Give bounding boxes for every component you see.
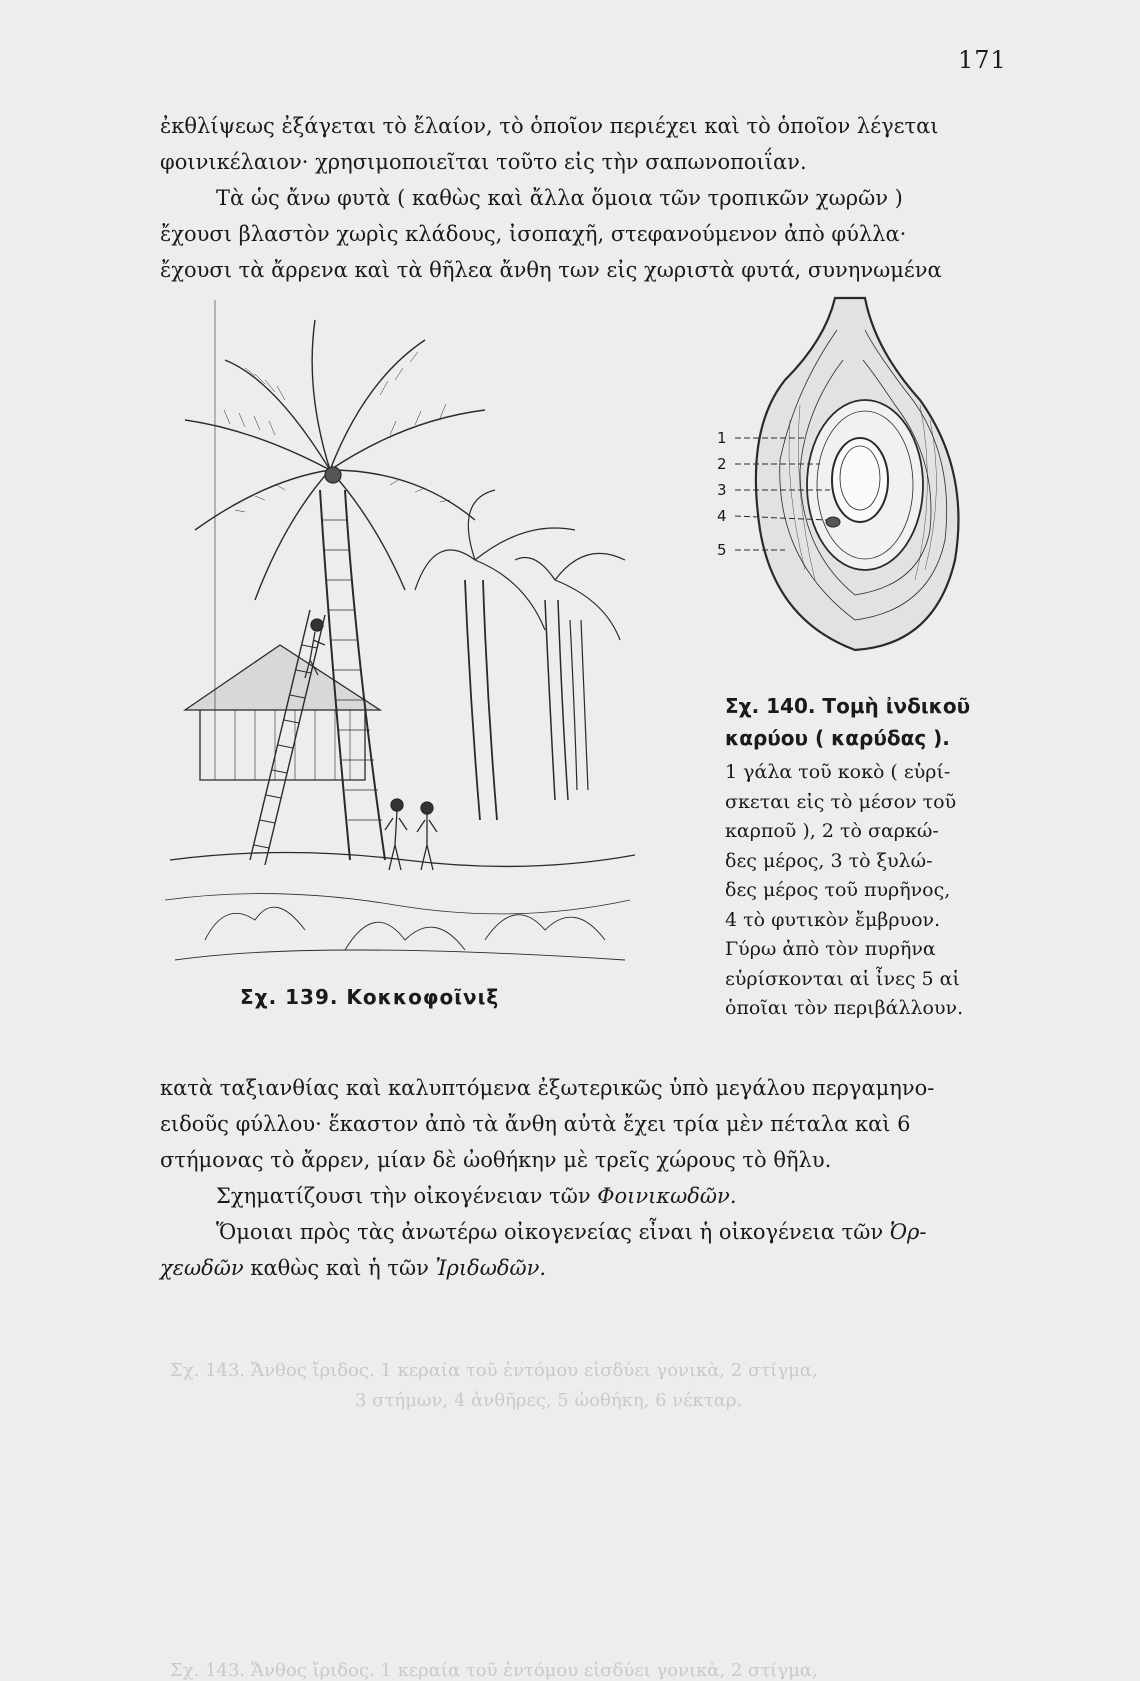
text-line: στήμονας τὸ ἄρρεν, μίαν δὲ ὠοθήκην μὲ τρεῖς χώρους τὸ θῆλυ. — [160, 1148, 832, 1172]
family-name: Ὀρ- — [889, 1220, 927, 1244]
caption-line: καρύου ( καρύδας ). — [725, 726, 950, 750]
text-line: φοινικέλαιον· χρησιμοποιεῖται τοῦτο εἰς τὴν σαπωνοποιΐαν. — [160, 150, 807, 174]
caption-line: Σχ. 140. Τομὴ ἰνδικοῦ — [725, 694, 971, 718]
figure-140-legend — [725, 758, 985, 1024]
bleed-through-caption: Σχ. 143. Ἄνθος ἴριδος. 1 κεραία τοῦ ἐντόμου εἰσδύει γονικὰ, 2 στίγμα, — [170, 1360, 818, 1381]
paragraph-bottom — [160, 1070, 1010, 1286]
text-line: ἔχουσι τὰ ἄρρενα καὶ τὰ θῆλεα ἄνθη των εἰς χωριστὰ φυτά, συνηνωμένα — [160, 258, 942, 282]
legend-line: δες μέρος, 3 τὸ ξυλώ- — [725, 849, 933, 872]
diagram-label: 1 — [717, 429, 727, 447]
text-line: κατὰ ταξιανθίας καὶ καλυπτόμενα ἐξωτερικῶς ὑπὸ μεγάλου περγαμηνο- — [160, 1076, 935, 1100]
diagram-label: 5 — [717, 541, 727, 559]
diagram-label: 3 — [717, 481, 727, 499]
bleed-through-caption: 3 στήμων, 4 ἀνθῆρες, 5 ὠοθήκη, 6 νέκταρ. — [355, 1390, 743, 1411]
text-line: Τὰ ὡς ἄνω φυτὰ ( καθὼς καὶ ἄλλα ὅμοια τῶν τροπικῶν χωρῶν ) — [216, 186, 903, 210]
figure-139-caption: Σχ. 139. Κοκκοφοῖνιξ — [240, 985, 500, 1009]
family-name: Ἰριδωδῶν. — [435, 1256, 547, 1280]
text-line — [160, 1214, 1010, 1250]
family-name: Φοινικωδῶν. — [597, 1184, 737, 1208]
legend-line: δες μέρος τοῦ πυρῆνος, — [725, 879, 951, 901]
figure-140-caption — [725, 690, 1005, 754]
text-line: ειδοῦς φύλλου· ἕκαστον ἀπὸ τὰ ἄνθη αὐτὰ ἔχει τρία μὲν πέταλα καὶ 6 — [160, 1112, 911, 1136]
legend-line: καρποῦ ), 2 τὸ σαρκώ- — [725, 820, 939, 842]
legend-line: 1 γάλα τοῦ κοκὸ ( εὑρί- — [725, 761, 951, 783]
paragraph-top — [160, 108, 1010, 288]
legend-line: ὁποῖαι τὸν περιβάλλουν. — [725, 997, 964, 1019]
family-name: χεωδῶν — [160, 1256, 244, 1280]
text-line — [160, 1178, 1010, 1214]
similar-line-mid: καθὼς καὶ ἡ τῶν — [250, 1256, 429, 1280]
coconut-cross-section-diagram — [705, 290, 975, 670]
legend-line: σκεται εἰς τὸ μέσον τοῦ — [725, 790, 957, 813]
family-line-prefix: Σχηματίζουσι τὴν οἰκογένειαν τῶν — [216, 1184, 591, 1208]
similar-line-prefix: Ὅμοιαι πρὸς τὰς ἀνωτέρω οἰκογενείας εἶναι ἡ οἰκογένεια τῶν — [216, 1220, 884, 1244]
text-line: ἐκθλίψεως ἐξάγεται τὸ ἔλαίον, τὸ ὁποῖον περιέχει καὶ τὸ ὁποῖον λέγεται — [160, 114, 939, 138]
legend-line: 4 τὸ φυτικὸν ἔμβρυον. — [725, 908, 941, 931]
text-line: ἔχουσι βλαστὸν χωρὶς κλάδους, ἰσοπαχῆ, στεφανούμενον ἀπὸ φύλλα· — [160, 222, 907, 246]
page-number: 171 — [958, 46, 1007, 74]
legend-line: εὑρίσκονται αἱ ἶνες 5 αἱ — [725, 967, 960, 990]
bleed-through-caption: Σχ. 143. Ἄνθος ἴριδος. 1 κεραία τοῦ ἐντόμου εἰσδύει γονικὰ, 2 στίγμα, — [170, 1660, 818, 1681]
text-line — [160, 1250, 1010, 1286]
coconut-palm-illustration — [165, 300, 635, 970]
legend-line: Γύρω ἀπὸ τὸν πυρῆνα — [725, 938, 936, 960]
diagram-label: 4 — [717, 507, 727, 525]
diagram-label: 2 — [717, 455, 727, 473]
